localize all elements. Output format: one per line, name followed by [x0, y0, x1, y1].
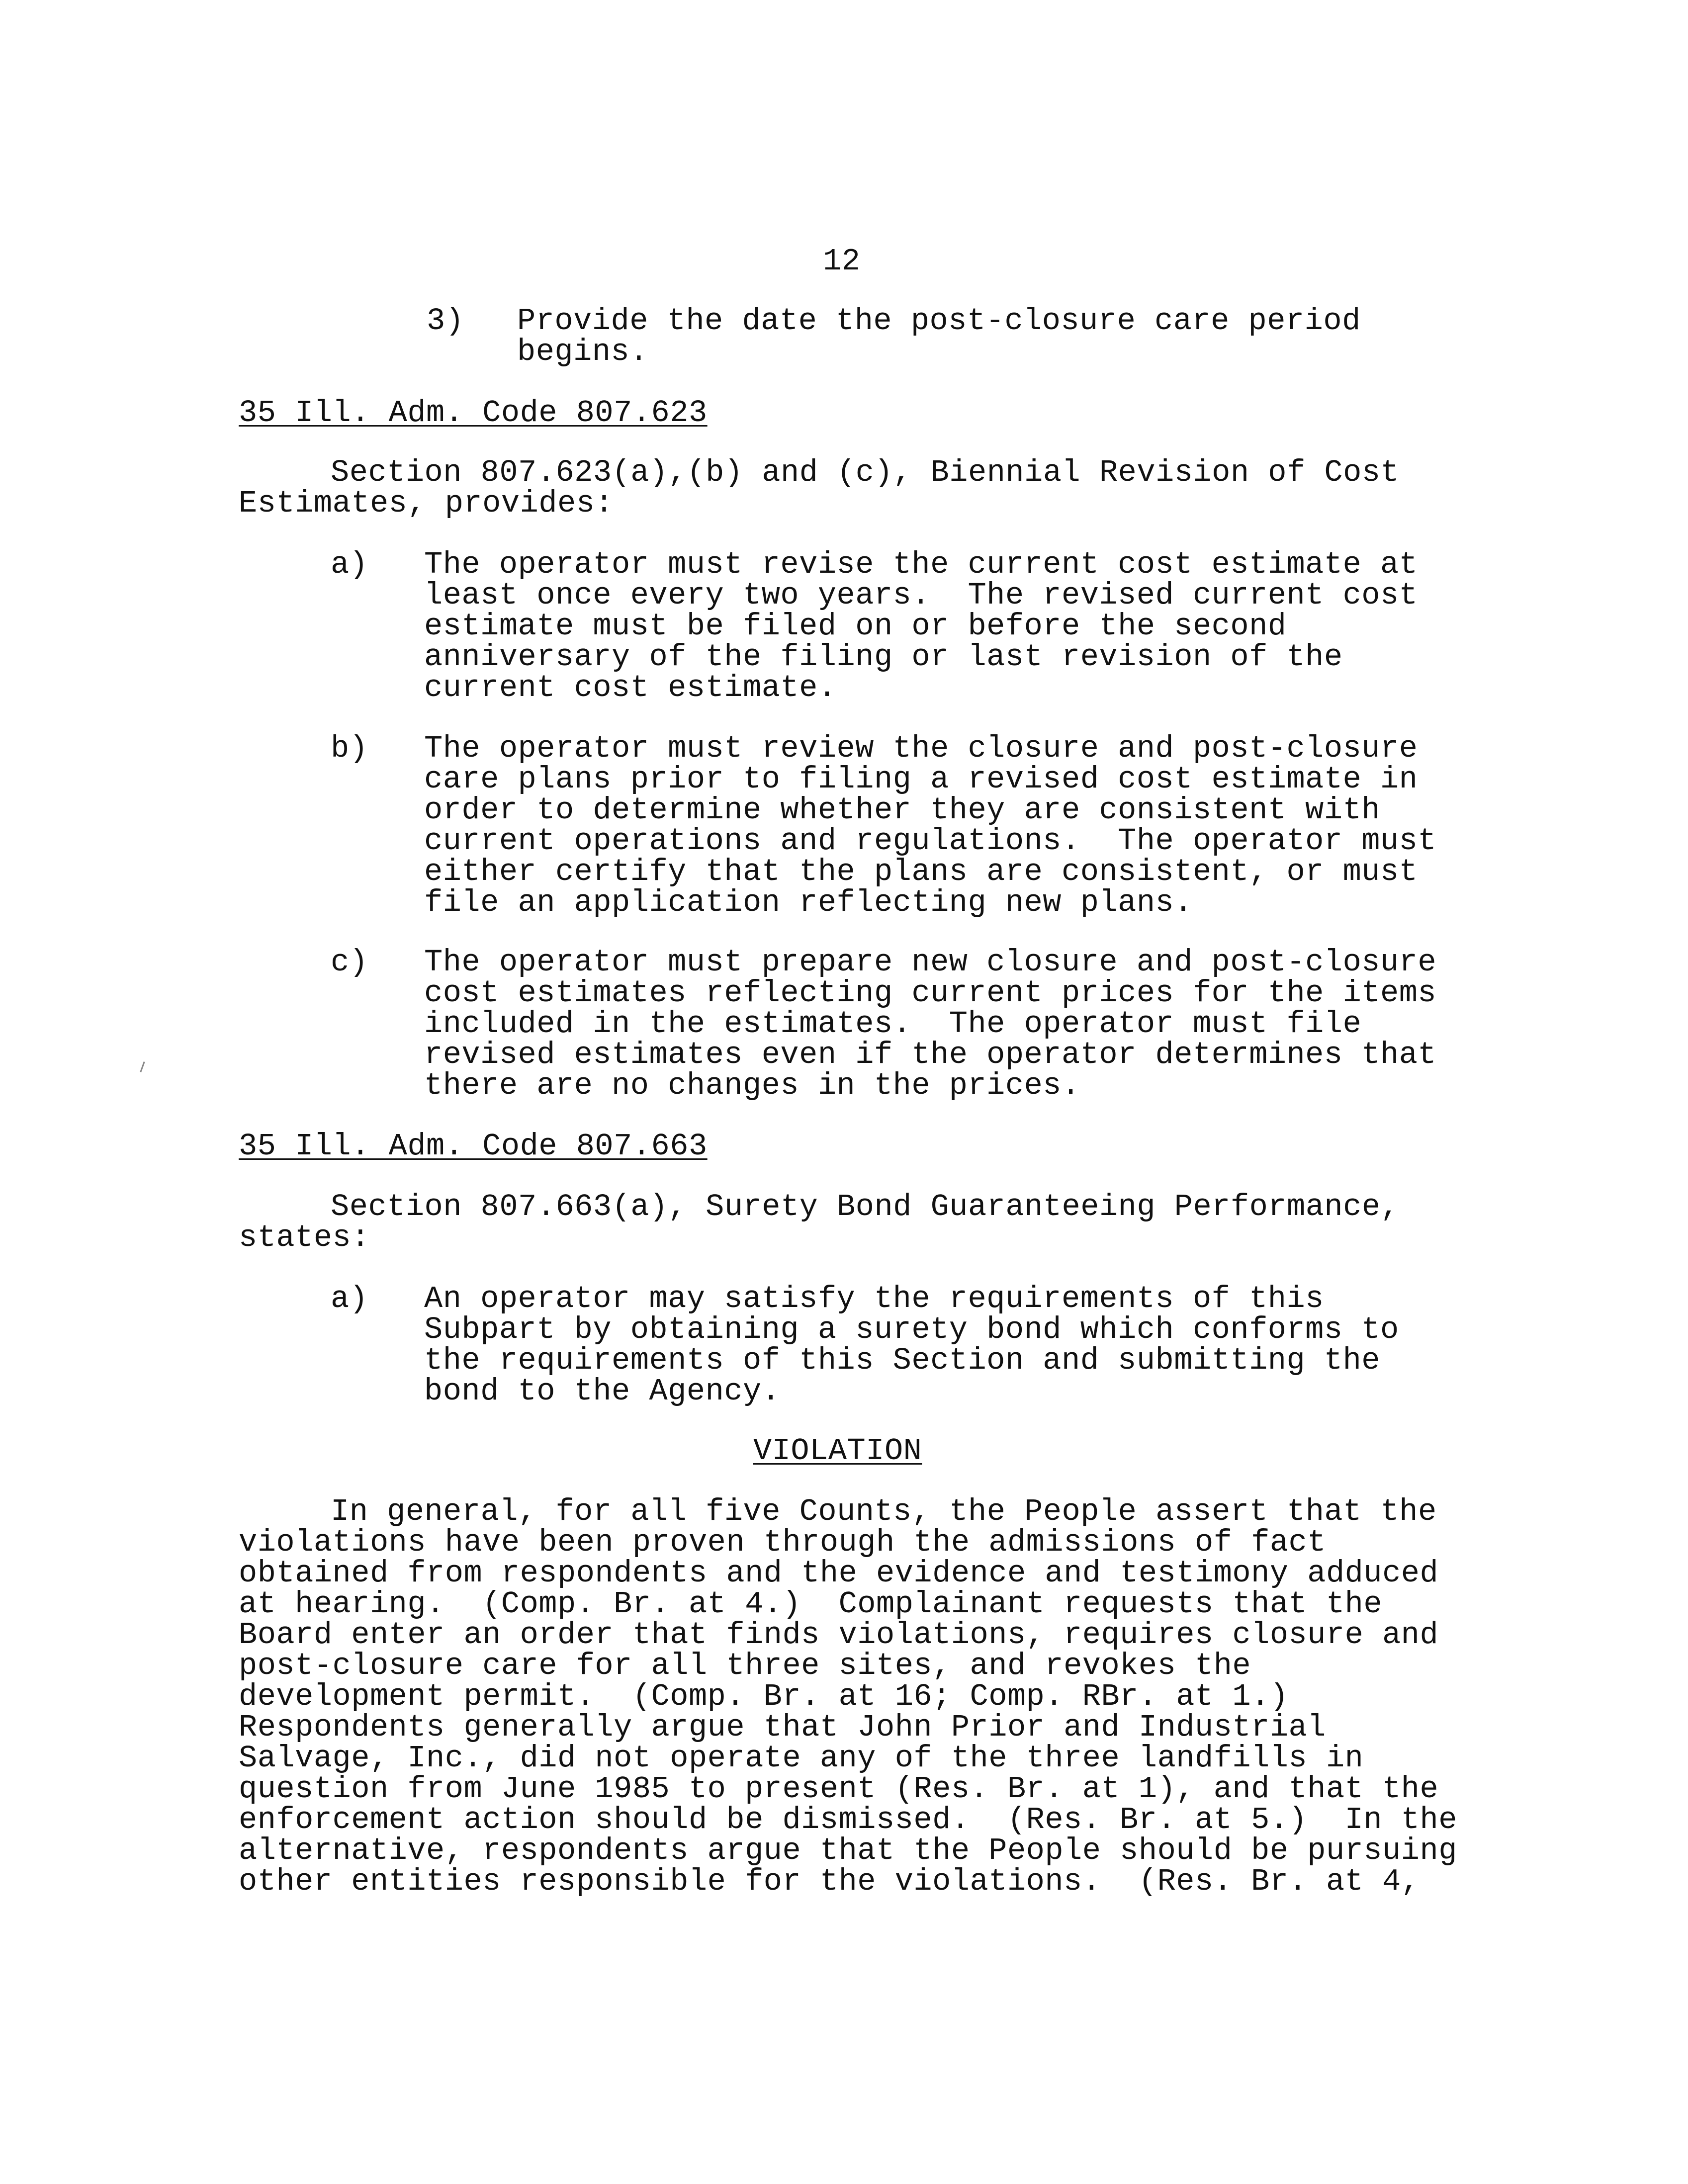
paragraph-line: obtained from respondents and the evidence and testimony adduced — [239, 1556, 1439, 1591]
paragraph-line: enforcement action should be dismissed. (Res. Br. at 5.) In the — [239, 1802, 1457, 1837]
violation-heading: VIOLATION — [753, 1433, 922, 1469]
item-text-line: current cost estimate. — [424, 670, 837, 705]
item-text-line: either certify that the plans are consistent, or must — [424, 854, 1418, 889]
item-marker: c) — [331, 945, 368, 980]
paragraph-line: In general, for all five Counts, the People assert that the — [331, 1494, 1437, 1529]
paragraph-line: violations have been proven through the admissions of fact — [239, 1525, 1326, 1560]
paragraph-line: Board enter an order that finds violations, requires closure and — [239, 1617, 1439, 1653]
paragraph-line: post-closure care for all three sites, and revokes the — [239, 1648, 1251, 1683]
item-text-line: order to determine whether they are consistent with — [424, 792, 1381, 828]
section-heading-807-663: 35 Ill. Adm. Code 807.663 — [239, 1129, 708, 1164]
section-heading-807-623: 35 Ill. Adm. Code 807.623 — [239, 395, 708, 431]
scan-mark — [140, 1061, 145, 1072]
item-marker: 3) — [427, 303, 464, 339]
item-marker: a) — [331, 547, 368, 582]
section-intro-line: Section 807.663(a), Surety Bond Guaranteeing Performance, — [331, 1189, 1400, 1224]
section-intro-line: Estimates, provides: — [239, 486, 614, 521]
item-text-line: Provide the date the post-closure care period — [517, 303, 1361, 339]
item-text-line: The operator must prepare new closure and post-closure — [424, 945, 1437, 980]
item-text-line: care plans prior to filing a revised cost estimate in — [424, 762, 1418, 797]
item-text-line: begins. — [517, 334, 648, 369]
item-text-line: Subpart by obtaining a surety bond which conforms to — [424, 1312, 1399, 1347]
item-text-line: included in the estimates. The operator must file — [424, 1006, 1362, 1042]
item-text-line: The operator must review the closure and post-closure — [424, 731, 1418, 766]
page-number: 12 — [823, 244, 861, 279]
item-text-line: current operations and regulations. The operator must — [424, 823, 1437, 859]
item-marker: a) — [331, 1281, 368, 1316]
item-text-line: there are no changes in the prices. — [424, 1068, 1080, 1103]
item-text-line: anniversary of the filing or last revision of the — [424, 639, 1343, 675]
item-text-line: file an application reflecting new plans. — [424, 885, 1193, 920]
item-text-line: bond to the Agency. — [424, 1374, 781, 1409]
item-text-line: estimate must be filed on or before the second — [424, 609, 1287, 644]
paragraph-line: alternative, respondents argue that the People should be pursuing — [239, 1833, 1457, 1868]
paragraph-line: development permit. (Comp. Br. at 16; Comp. RBr. at 1.) — [239, 1679, 1289, 1714]
section-intro-line: states: — [239, 1220, 370, 1255]
item-text-line: An operator may satisfy the requirements of this — [424, 1281, 1324, 1316]
paragraph-line: other entities responsible for the violations. (Res. Br. at 4, — [239, 1864, 1420, 1899]
paragraph-line: question from June 1985 to present (Res. Br. at 1), and that the — [239, 1771, 1439, 1807]
section-intro-line: Section 807.623(a),(b) and (c), Biennial Revision of Cost — [331, 455, 1400, 490]
item-marker: b) — [331, 731, 368, 766]
item-text-line: least once every two years. The revised current cost — [424, 578, 1418, 613]
item-text-line: cost estimates reflecting current prices for the items — [424, 975, 1437, 1011]
paragraph-line: Respondents generally argue that John Prior and Industrial — [239, 1710, 1326, 1745]
paragraph-line: Salvage, Inc., did not operate any of the three landfills in — [239, 1741, 1364, 1776]
item-text-line: The operator must revise the current cost estimate at — [424, 547, 1418, 582]
paragraph-line: at hearing. (Comp. Br. at 4.) Complainant requests that the — [239, 1586, 1383, 1622]
item-text-line: revised estimates even if the operator determines that — [424, 1037, 1437, 1072]
item-text-line: the requirements of this Section and submitting the — [424, 1343, 1381, 1378]
